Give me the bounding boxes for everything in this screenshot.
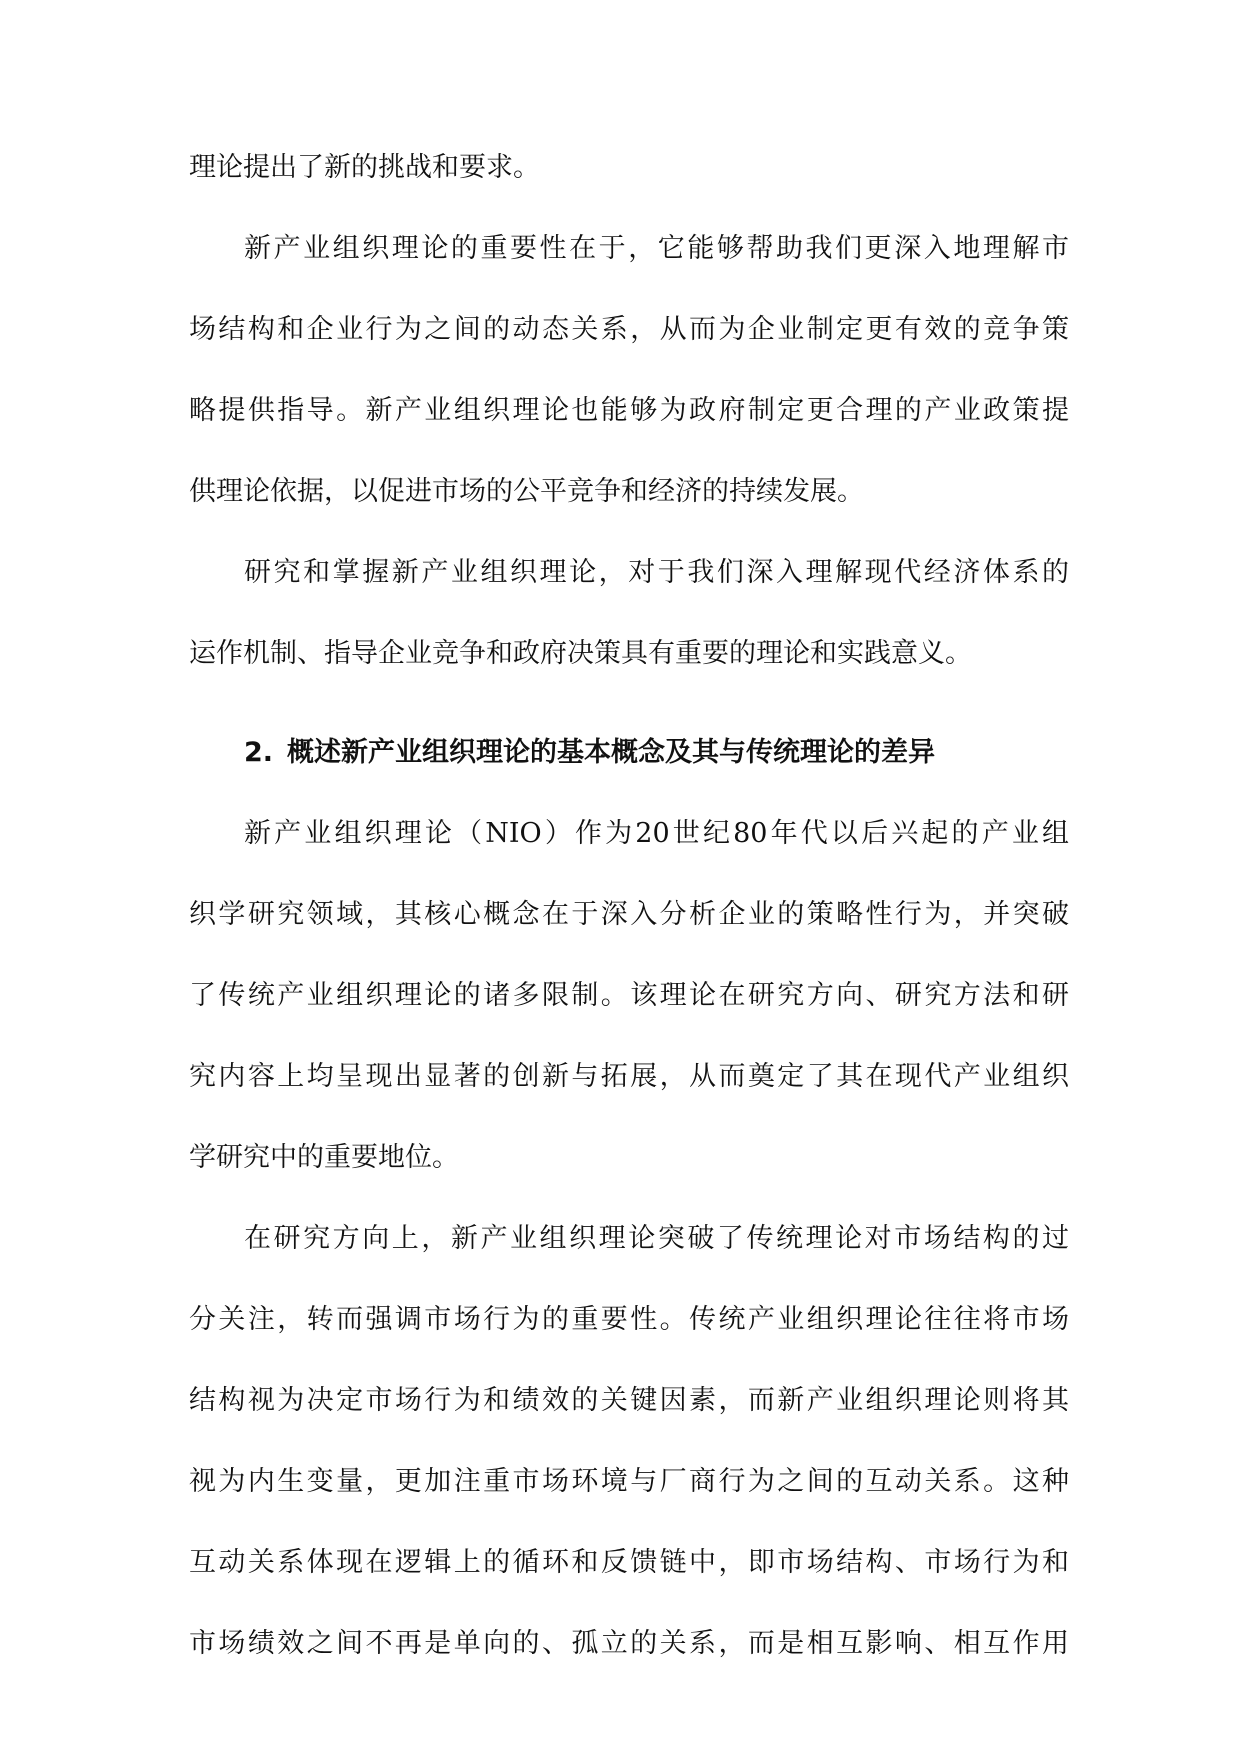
paragraph-line: 市场绩效之间不再是单向的、孤立的关系，而是相互影响、相互作用 [189, 1628, 1069, 1659]
paragraph-line: 分关注，转而强调市场行为的重要性。传统产业组织理论往往将市场 [189, 1304, 1069, 1335]
paragraph-line: 学研究中的重要地位。 [189, 1142, 459, 1173]
paragraph-line: 视为内生变量，更加注重市场环境与厂商行为之间的互动关系。这种 [189, 1466, 1069, 1497]
paragraph-line: 略提供指导。新产业组织理论也能够为政府制定更合理的产业政策提 [189, 395, 1069, 426]
paragraph-line: 供理论依据，以促进市场的公平竞争和经济的持续发展。 [189, 476, 864, 507]
paragraph-line: 了传统产业组织理论的诸多限制。该理论在研究方向、研究方法和研 [189, 980, 1069, 1011]
section-heading [244, 733, 935, 773]
section-number: 2. [244, 737, 274, 768]
paragraph-line: 结构视为决定市场行为和绩效的关键因素，而新产业组织理论则将其 [189, 1385, 1069, 1416]
paragraph-line: 运作机制、指导企业竞争和政府决策具有重要的理论和实践意义。 [189, 638, 972, 669]
paragraph-line: 场结构和企业行为之间的动态关系，从而为企业制定更有效的竞争策 [189, 314, 1069, 345]
paragraph-line: 新产业组织理论（NIO）作为20世纪80年代以后兴起的产业组 [244, 818, 1069, 849]
paragraph-line: 究内容上均呈现出显著的创新与拓展，从而奠定了其在现代产业组织 [189, 1061, 1069, 1092]
paragraph-line: 理论提出了新的挑战和要求。 [189, 152, 540, 183]
paragraph-line: 互动关系体现在逻辑上的循环和反馈链中，即市场结构、市场行为和 [189, 1547, 1069, 1578]
paragraph-line: 在研究方向上，新产业组织理论突破了传统理论对市场结构的过 [244, 1223, 1069, 1254]
paragraph-line: 研究和掌握新产业组织理论，对于我们深入理解现代经济体系的 [244, 557, 1069, 588]
paragraph-line: 织学研究领域，其核心概念在于深入分析企业的策略性行为，并突破 [189, 899, 1069, 930]
paragraph-line: 新产业组织理论的重要性在于，它能够帮助我们更深入地理解市 [244, 233, 1069, 264]
section-title: 概述新产业组织理论的基本概念及其与传统理论的差异 [287, 737, 936, 768]
